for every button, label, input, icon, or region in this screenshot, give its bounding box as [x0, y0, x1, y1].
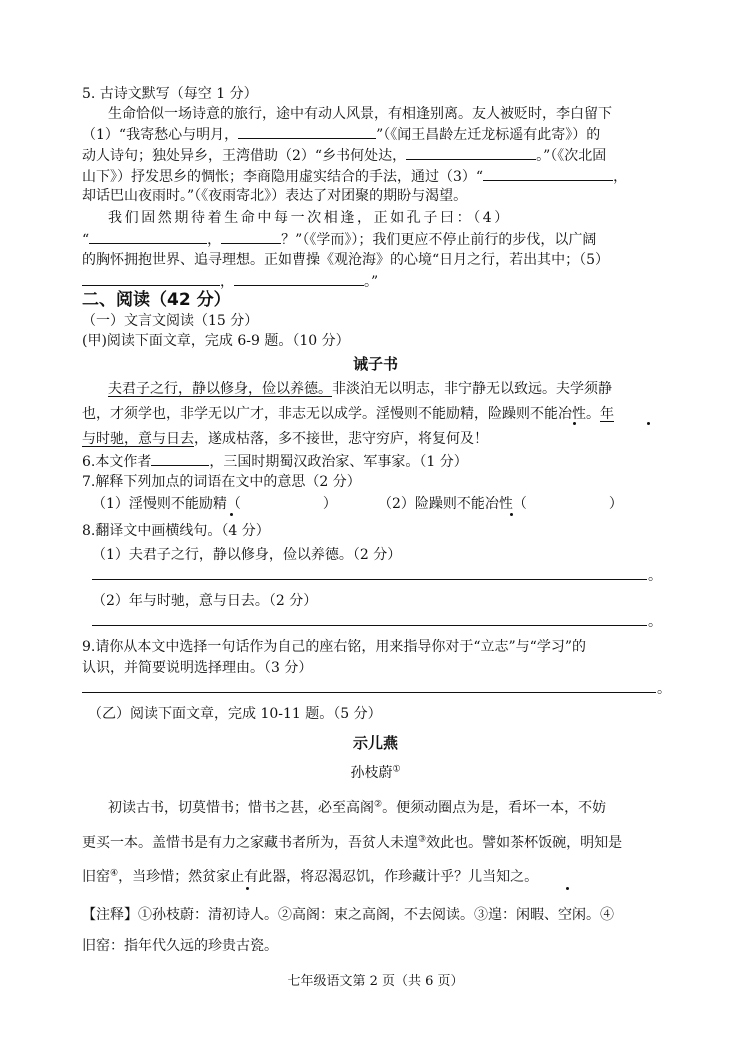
q9-line-2: 认识，并简要说明选择理由。（3 分）	[82, 660, 313, 676]
q6-blank[interactable]	[151, 451, 209, 466]
yi-text: 。便须动圈点为是，看坏一本，不妨	[382, 800, 607, 816]
yi-text: ，当珍惜；然贫家止有此器，将忍渴忍饥，作珍藏计乎？儿当知之。	[118, 869, 539, 885]
answer-line-end: 。	[648, 614, 662, 630]
q6-text: 6.本文作者	[82, 454, 152, 470]
q6	[82, 451, 468, 472]
emphasis-dot	[510, 513, 513, 516]
yi-text: 更买一本。盖惜书是有力之家藏书者所为，吾贫人未遑	[82, 835, 418, 851]
notes-line-1: 【注释】①孙枝蔚：清初诗人。②高阁：束之高阁，不去阅读。③遑：闲暇、空闲。④	[82, 907, 614, 923]
answer-line-end: 。	[648, 568, 662, 584]
q5-line-7	[82, 229, 596, 250]
emphasis-dot	[566, 887, 569, 890]
note-mark: ④	[110, 868, 119, 879]
q5-text: ，	[220, 274, 234, 290]
emphasis-dot	[230, 513, 233, 516]
answer-line[interactable]	[82, 692, 656, 693]
q5-line-6: 我们固然期待着生命中每一次相逢，正如孔子曰：（4）	[108, 210, 511, 226]
yi-author	[0, 763, 751, 783]
blank-5b[interactable]	[234, 271, 364, 286]
q7-item-1	[92, 494, 337, 514]
q7-text: （1）淫慢则不能励精（	[92, 496, 241, 512]
yi-intro: （乙）阅读下面文章，完成 10-11 题。（5 分）	[88, 706, 382, 722]
answer-line-end: 。	[657, 681, 671, 697]
q5-text: ”（《闻王昌龄左迁龙标遥有此寄》）的	[376, 127, 601, 143]
q7-item-2	[378, 494, 623, 514]
q5-text: 山下》）抒发思乡的惆怅；李商隐用虚实结合的手法，通过（3）“	[82, 169, 484, 185]
q7-text: ）	[322, 496, 337, 512]
jia-intro: (甲)阅读下面文章，完成 6-9 题。（10 分）	[82, 333, 350, 349]
q7-text: ）	[608, 496, 623, 512]
q6-text: ，三国时期蜀汉政治家、军事家。（1 分）	[209, 454, 468, 470]
jia-text: 也，才须学也，非学无以广才，非志无以成学。淫慢则不能励精，险躁则不能冶性。	[82, 406, 600, 422]
q5-text: ？”（《学而》）；我们更应不停止前行的步伐，以广阔	[281, 232, 597, 248]
q5-text: ，	[207, 232, 222, 248]
note-mark: ①	[392, 764, 401, 775]
sub-section-title: （一）文言文阅读（15 分）	[82, 313, 259, 329]
q9-line-1: 9.请你从本文中选择一句话作为自己的座右铭，用来指导你对于“立志”与“学习”的	[82, 639, 586, 655]
underlined-sentence: 年	[600, 406, 614, 422]
answer-line[interactable]	[92, 625, 647, 626]
q5-line-9	[82, 271, 378, 292]
q8-item-1: （1）夫君子之行，静以修身，俭以养德。（2 分）	[92, 547, 402, 563]
q8-title: 8.翻译文中画横线句。（4 分）	[82, 523, 270, 539]
q8-item-2: （2）年与时驰，意与日去。（2 分）	[92, 593, 318, 609]
jia-text: ，遂成枯落，多不接世，悲守穷庐，将复何及！	[194, 431, 488, 447]
blank-3[interactable]	[483, 166, 613, 181]
q7-text: （2）险躁则不能冶性（	[378, 496, 527, 512]
yi-text-line-2	[82, 833, 622, 853]
yi-text-line-1	[108, 798, 606, 818]
q5-text: 动人诗句；独处异乡，王湾借助（2）“乡书何处达，	[82, 148, 407, 164]
blank-5a[interactable]	[82, 271, 220, 286]
q5-text: 。”（《次北固	[536, 148, 607, 164]
jia-text-line-2	[82, 404, 614, 424]
emphasis-dot	[573, 422, 576, 425]
section-title: 二、阅读（42 分）	[82, 290, 231, 310]
note-mark: ②	[374, 799, 383, 810]
yi-text: 效此也。譬如茶杯饭碗，明知是	[426, 835, 623, 851]
q5-text: 。”	[364, 274, 379, 290]
jia-text-line-3	[82, 429, 488, 449]
page-footer: 七年级语文第 2 页（共 6 页）	[287, 974, 464, 989]
yi-text: 初读古书，切莫惜书；惜书之甚，必至高阁	[108, 800, 374, 816]
yi-text: 旧窑	[82, 869, 110, 885]
q5-title: 5. 古诗文默写（每空 1 分）	[82, 86, 258, 102]
yi-text-line-3	[82, 867, 538, 887]
blank-1[interactable]	[238, 124, 376, 139]
q5-text: “	[82, 232, 90, 248]
note-mark: ③	[418, 834, 427, 845]
jia-title: 诫子书	[352, 355, 398, 373]
underlined-sentence: 与时驰，意与日去	[82, 431, 194, 447]
emphasis-dot	[246, 887, 249, 890]
emphasis-dot	[647, 422, 650, 425]
jia-text: 非淡泊无以明志，非宁静无以致远。夫学须静	[332, 381, 612, 397]
q5-line-1: 生命恰似一场诗意的旅行，途中有动人风景，有相逢别离。友人被贬时，李白留下	[108, 106, 612, 122]
notes-line-2: 旧窑：指年代久远的珍贵古瓷。	[82, 938, 278, 954]
yi-title: 示儿燕	[352, 734, 398, 752]
blank-4a[interactable]	[89, 229, 207, 244]
blank-4b[interactable]	[221, 229, 281, 244]
q5-line-4	[82, 166, 627, 187]
jia-text-line-1	[108, 379, 612, 399]
underlined-sentence: 夫君子之行，静以修身，俭以养德。	[108, 381, 332, 397]
q5-text: ，	[613, 169, 628, 185]
q7-title: 7.解释下列加点的词语在文中的意思（2 分）	[82, 474, 361, 490]
q5-line-2	[82, 124, 600, 145]
q5-line-3	[82, 145, 606, 166]
answer-line[interactable]	[92, 579, 647, 580]
q5-line-8: 的胸怀拥抱世界、追寻理想。正如曹操《观沧海》的心境“日月之行，若出其中；（5）	[82, 252, 610, 268]
blank-2[interactable]	[406, 145, 536, 160]
q5-text: （1）“我寄愁心与明月，	[82, 127, 239, 143]
q5-line-5: 却话巴山夜雨时。”（《夜雨寄北》）表达了对团聚的期盼与渴望。	[82, 188, 468, 204]
author-name: 孙枝蔚	[350, 765, 393, 781]
